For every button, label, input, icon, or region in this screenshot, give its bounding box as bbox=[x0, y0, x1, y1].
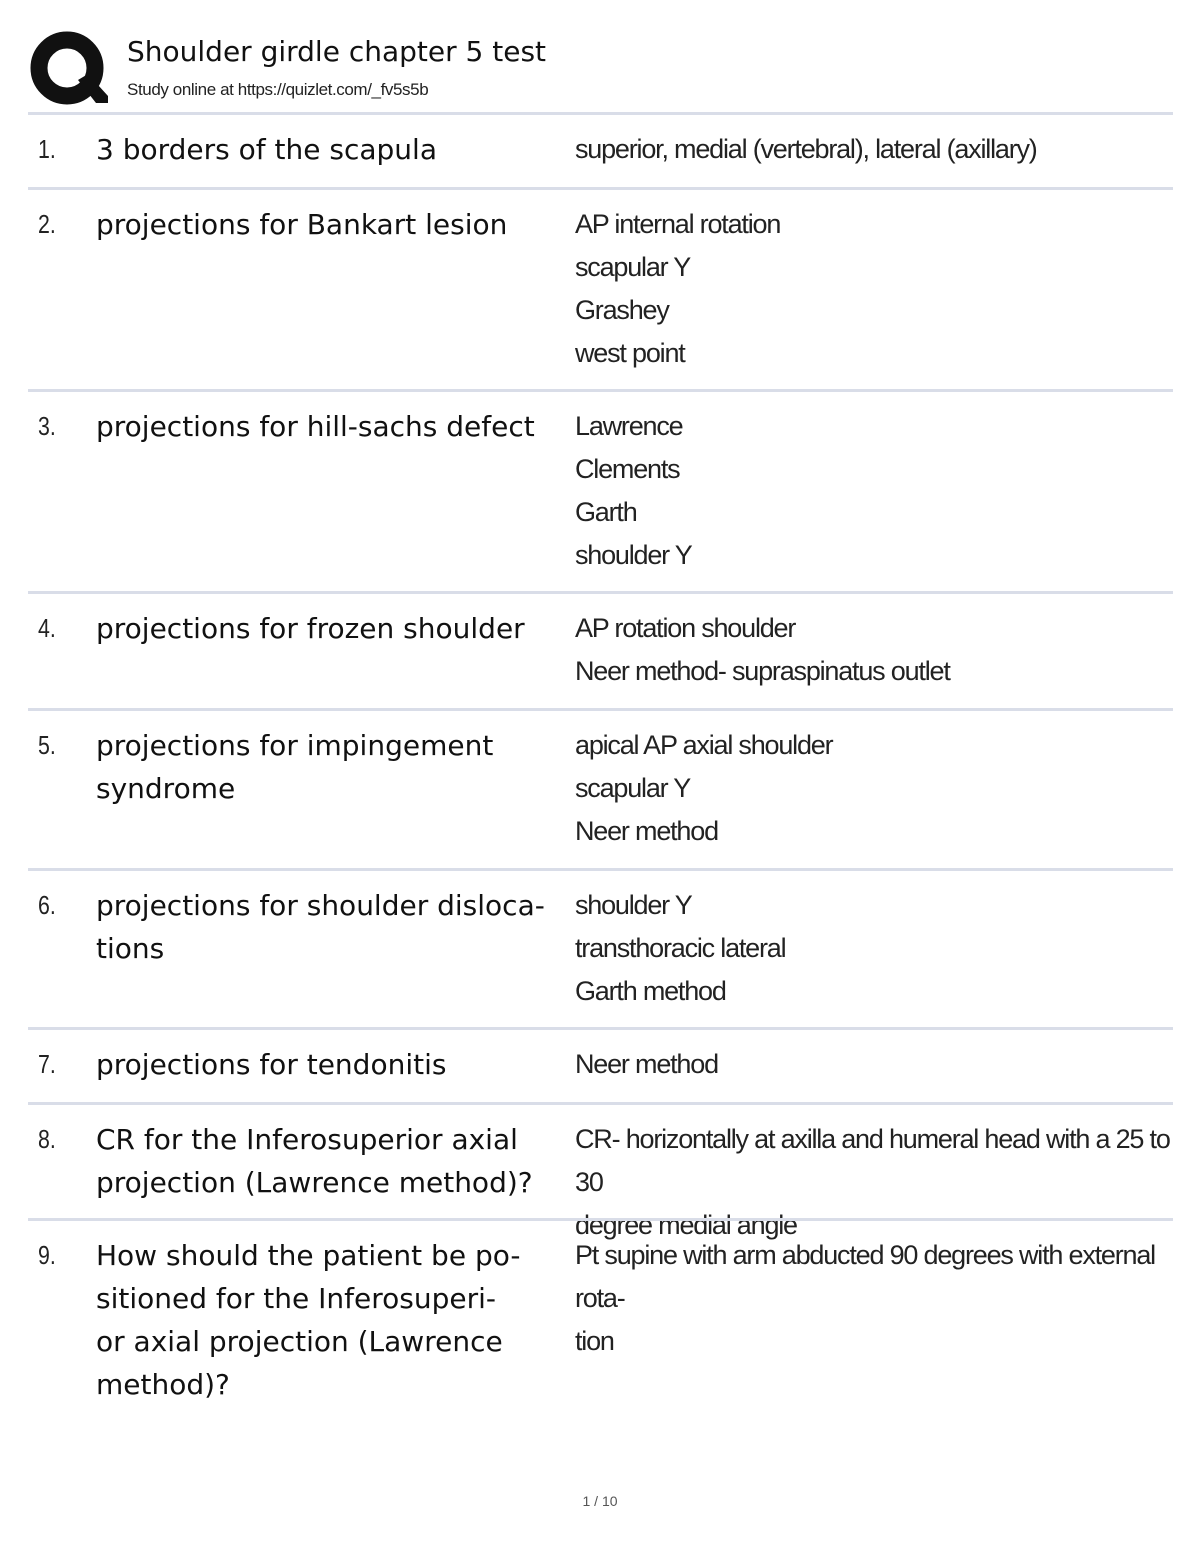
card-number: 2. bbox=[38, 209, 56, 239]
card-definition: CR- horizontally at axilla and humeral head with a 25 to 30 degree medial angle bbox=[575, 1124, 1170, 1240]
page-header bbox=[30, 28, 1172, 112]
card-definition: AP internal rotation scapular Y Grashey west point bbox=[575, 209, 781, 368]
study-online-link[interactable]: Study online at https://quizlet.com/_fv5s5b bbox=[127, 80, 429, 99]
quizlet-q-logo-icon bbox=[30, 30, 108, 108]
page-number: 1 / 10 bbox=[582, 1493, 618, 1509]
card-term: projections for shoulder disloca- tions bbox=[96, 889, 545, 965]
card-number: 3. bbox=[38, 411, 56, 441]
card-number: 9. bbox=[38, 1240, 56, 1270]
flashcard-row bbox=[28, 1102, 1173, 1240]
card-definition: shoulder Y transthoracic lateral Garth method bbox=[575, 890, 786, 1006]
deck-title: Shoulder girdle chapter 5 test bbox=[127, 35, 547, 68]
card-term: How should the patient be po- sitioned for the Inferosuperi- or axial projection (Lawrence method)? bbox=[96, 1239, 521, 1401]
card-term: projections for frozen shoulder bbox=[96, 612, 525, 645]
card-number: 4. bbox=[38, 613, 56, 643]
flashcard-row bbox=[28, 112, 1173, 187]
card-number: 1. bbox=[38, 134, 56, 164]
card-number: 7. bbox=[38, 1049, 56, 1079]
flashcard-row bbox=[28, 708, 1173, 868]
card-term: projections for tendonitis bbox=[96, 1048, 447, 1081]
card-number: 5. bbox=[38, 730, 56, 760]
card-definition: AP rotation shoulder Neer method- supraspinatus outlet bbox=[575, 613, 950, 686]
card-definition: Pt supine with arm abducted 90 degrees with external rota- tion bbox=[575, 1240, 1155, 1356]
flashcard-list bbox=[28, 112, 1173, 1418]
flashcard-row bbox=[28, 591, 1173, 708]
card-definition: Lawrence Clements Garth shoulder Y bbox=[575, 411, 692, 570]
card-term: 3 borders of the scapula bbox=[96, 133, 437, 166]
flashcard-row bbox=[28, 187, 1173, 389]
card-term: projections for Bankart lesion bbox=[96, 208, 508, 241]
card-definition: superior, medial (vertebral), lateral (axillary) bbox=[575, 134, 1037, 164]
card-number: 6. bbox=[38, 890, 56, 920]
flashcard-row bbox=[28, 389, 1173, 591]
card-term: projections for hill-sachs defect bbox=[96, 410, 535, 443]
flashcard-row bbox=[28, 1027, 1173, 1102]
flashcard-row bbox=[28, 1218, 1173, 1418]
card-definition: Neer method bbox=[575, 1049, 718, 1079]
card-term: CR for the Inferosuperior axial projection (Lawrence method)? bbox=[96, 1123, 533, 1199]
card-term: projections for impingement syndrome bbox=[96, 729, 494, 805]
flashcard-row bbox=[28, 868, 1173, 1027]
card-number: 8. bbox=[38, 1124, 56, 1154]
card-definition: apical AP axial shoulder scapular Y Neer method bbox=[575, 730, 833, 846]
